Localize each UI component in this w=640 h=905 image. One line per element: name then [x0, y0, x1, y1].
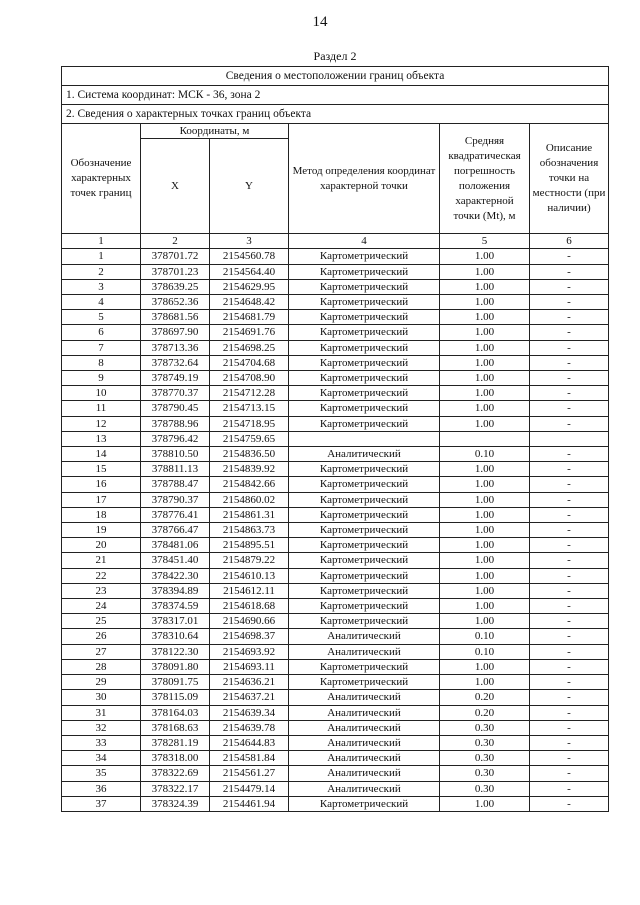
coord-x: 378374.59 [141, 599, 210, 614]
table-row [62, 568, 609, 583]
coord-y: 2154860.02 [210, 492, 289, 507]
point-number: 18 [62, 507, 141, 522]
method: Аналитический [289, 705, 440, 720]
description: - [530, 401, 609, 416]
coord-x: 378639.25 [141, 279, 210, 294]
description [530, 431, 609, 446]
point-number: 35 [62, 766, 141, 781]
table-row [62, 371, 609, 386]
header-x: X [141, 139, 210, 234]
description: - [530, 796, 609, 811]
method: Картометрический [289, 614, 440, 629]
table-row [62, 720, 609, 735]
table-row [62, 477, 609, 492]
method: Картометрический [289, 310, 440, 325]
description: - [530, 568, 609, 583]
table-body [62, 67, 609, 812]
coord-y: 2154690.66 [210, 614, 289, 629]
description: - [530, 477, 609, 492]
description: - [530, 705, 609, 720]
point-number: 32 [62, 720, 141, 735]
description: - [530, 538, 609, 553]
table-row [62, 340, 609, 355]
point-number: 24 [62, 599, 141, 614]
coord-y: 2154636.21 [210, 675, 289, 690]
method: Картометрический [289, 553, 440, 568]
coord-x: 378790.37 [141, 492, 210, 507]
coord-y: 2154693.11 [210, 659, 289, 674]
table-row [62, 644, 609, 659]
error: 1.00 [440, 796, 530, 811]
coord-x: 378701.72 [141, 249, 210, 264]
point-number: 19 [62, 523, 141, 538]
point-number: 25 [62, 614, 141, 629]
description: - [530, 644, 609, 659]
point-number: 16 [62, 477, 141, 492]
method: Картометрический [289, 249, 440, 264]
coord-y: 2154681.79 [210, 310, 289, 325]
point-number: 29 [62, 675, 141, 690]
method: Картометрический [289, 279, 440, 294]
coord-y: 2154704.68 [210, 355, 289, 370]
column-number: 4 [289, 234, 440, 249]
table-row [62, 629, 609, 644]
coord-x: 378776.41 [141, 507, 210, 522]
coord-x: 378811.13 [141, 462, 210, 477]
description: - [530, 675, 609, 690]
coord-x: 378713.36 [141, 340, 210, 355]
point-number: 4 [62, 295, 141, 310]
coord-x: 378318.00 [141, 751, 210, 766]
table-row [62, 735, 609, 750]
error: 0.20 [440, 690, 530, 705]
method: Картометрический [289, 295, 440, 310]
table-row [62, 325, 609, 340]
method: Картометрический [289, 659, 440, 674]
point-number: 26 [62, 629, 141, 644]
table-row [62, 462, 609, 477]
point-number: 20 [62, 538, 141, 553]
method: Картометрический [289, 264, 440, 279]
error [440, 431, 530, 446]
point-number: 27 [62, 644, 141, 659]
header-error: Средняя квадратическая погрешность положения характерной точки (Mt), м [440, 124, 530, 234]
description: - [530, 310, 609, 325]
description: - [530, 462, 609, 477]
error: 0.30 [440, 781, 530, 796]
table-row [62, 249, 609, 264]
point-number: 33 [62, 735, 141, 750]
coord-x: 378164.03 [141, 705, 210, 720]
method: Картометрический [289, 477, 440, 492]
point-number: 8 [62, 355, 141, 370]
coord-x: 378422.30 [141, 568, 210, 583]
header-description: Описание обозначения точки на местности (при наличии) [530, 124, 609, 234]
table-row [62, 431, 609, 446]
error: 1.00 [440, 416, 530, 431]
method: Аналитический [289, 735, 440, 750]
error: 1.00 [440, 264, 530, 279]
coord-y: 2154581.84 [210, 751, 289, 766]
point-number: 3 [62, 279, 141, 294]
description: - [530, 583, 609, 598]
coord-y: 2154637.21 [210, 690, 289, 705]
table-row [62, 766, 609, 781]
header-y: Y [210, 139, 289, 234]
coord-x: 378451.40 [141, 553, 210, 568]
section-title: Раздел 2 [313, 49, 357, 63]
method: Картометрический [289, 401, 440, 416]
coord-x: 378770.37 [141, 386, 210, 401]
point-number: 1 [62, 249, 141, 264]
coord-x: 378322.17 [141, 781, 210, 796]
column-number: 2 [141, 234, 210, 249]
error: 0.20 [440, 705, 530, 720]
error: 1.00 [440, 310, 530, 325]
point-number: 15 [62, 462, 141, 477]
point-number: 2 [62, 264, 141, 279]
coord-x: 378701.23 [141, 264, 210, 279]
description: - [530, 629, 609, 644]
description: - [530, 507, 609, 522]
error: 1.00 [440, 386, 530, 401]
column-number: 1 [62, 234, 141, 249]
error: 0.30 [440, 720, 530, 735]
method: Аналитический [289, 644, 440, 659]
coord-x: 378652.36 [141, 295, 210, 310]
coord-x: 378091.80 [141, 659, 210, 674]
coord-x: 378310.64 [141, 629, 210, 644]
method: Картометрический [289, 386, 440, 401]
table-row [62, 538, 609, 553]
point-number: 22 [62, 568, 141, 583]
description: - [530, 523, 609, 538]
coord-x: 378788.96 [141, 416, 210, 431]
description: - [530, 492, 609, 507]
error: 1.00 [440, 401, 530, 416]
coord-x: 378796.42 [141, 431, 210, 446]
header-coordinates: Координаты, м [141, 124, 289, 139]
coord-system-row [62, 86, 609, 105]
method: Картометрический [289, 538, 440, 553]
coord-y: 2154629.95 [210, 279, 289, 294]
table-row [62, 492, 609, 507]
coord-y: 2154861.31 [210, 507, 289, 522]
coord-x: 378732.64 [141, 355, 210, 370]
error: 0.30 [440, 735, 530, 750]
point-number: 31 [62, 705, 141, 720]
coord-y: 2154693.92 [210, 644, 289, 659]
coord-y: 2154648.42 [210, 295, 289, 310]
error: 1.00 [440, 523, 530, 538]
description: - [530, 659, 609, 674]
coord-y: 2154708.90 [210, 371, 289, 386]
coord-y: 2154836.50 [210, 447, 289, 462]
coord-x: 378317.01 [141, 614, 210, 629]
method: Аналитический [289, 629, 440, 644]
point-number: 12 [62, 416, 141, 431]
point-number: 17 [62, 492, 141, 507]
table-row [62, 507, 609, 522]
coord-y: 2154560.78 [210, 249, 289, 264]
table-row [62, 599, 609, 614]
coord-y: 2154879.22 [210, 553, 289, 568]
table-row [62, 355, 609, 370]
coord-system: 1. Система координат: МСК - 36, зона 2 [62, 86, 609, 105]
column-number-row [62, 234, 609, 249]
error: 1.00 [440, 583, 530, 598]
coord-y: 2154461.94 [210, 796, 289, 811]
error: 0.10 [440, 629, 530, 644]
points-heading-row [62, 105, 609, 124]
boundary-points-table [61, 66, 609, 812]
table-row [62, 796, 609, 811]
method: Картометрический [289, 568, 440, 583]
coord-x: 378322.69 [141, 766, 210, 781]
method: Аналитический [289, 781, 440, 796]
coord-y: 2154639.34 [210, 705, 289, 720]
coord-y: 2154479.14 [210, 781, 289, 796]
method: Картометрический [289, 796, 440, 811]
error: 0.10 [440, 447, 530, 462]
table-row [62, 279, 609, 294]
point-number: 28 [62, 659, 141, 674]
point-number: 11 [62, 401, 141, 416]
description: - [530, 614, 609, 629]
description: - [530, 416, 609, 431]
column-number: 5 [440, 234, 530, 249]
coord-x: 378788.47 [141, 477, 210, 492]
header-method: Метод определения координат характерной точки [289, 124, 440, 234]
table-row [62, 690, 609, 705]
method: Картометрический [289, 675, 440, 690]
coord-y: 2154564.40 [210, 264, 289, 279]
method: Картометрический [289, 416, 440, 431]
error: 1.00 [440, 295, 530, 310]
method: Аналитический [289, 766, 440, 781]
method: Картометрический [289, 492, 440, 507]
method: Картометрический [289, 325, 440, 340]
error: 1.00 [440, 507, 530, 522]
description: - [530, 264, 609, 279]
error: 1.00 [440, 614, 530, 629]
coord-x: 378324.39 [141, 796, 210, 811]
coord-x: 378168.63 [141, 720, 210, 735]
table-row [62, 659, 609, 674]
method: Картометрический [289, 507, 440, 522]
table-row [62, 614, 609, 629]
method: Картометрический [289, 462, 440, 477]
description: - [530, 325, 609, 340]
point-number: 9 [62, 371, 141, 386]
point-number: 30 [62, 690, 141, 705]
point-number: 23 [62, 583, 141, 598]
method: Аналитический [289, 751, 440, 766]
coord-x: 378091.75 [141, 675, 210, 690]
coord-y: 2154895.51 [210, 538, 289, 553]
description: - [530, 371, 609, 386]
coord-x: 378115.09 [141, 690, 210, 705]
error: 1.00 [440, 249, 530, 264]
coord-y: 2154698.25 [210, 340, 289, 355]
error: 1.00 [440, 538, 530, 553]
description: - [530, 690, 609, 705]
method [289, 431, 440, 446]
table-row [62, 751, 609, 766]
description: - [530, 599, 609, 614]
coord-x: 378697.90 [141, 325, 210, 340]
error: 0.30 [440, 766, 530, 781]
description: - [530, 735, 609, 750]
description: - [530, 355, 609, 370]
coord-x: 378810.50 [141, 447, 210, 462]
coord-y: 2154839.92 [210, 462, 289, 477]
description: - [530, 766, 609, 781]
coord-y: 2154759.65 [210, 431, 289, 446]
error: 1.00 [440, 340, 530, 355]
error: 1.00 [440, 355, 530, 370]
coord-x: 378122.30 [141, 644, 210, 659]
coord-y: 2154712.28 [210, 386, 289, 401]
table-row [62, 523, 609, 538]
table-row [62, 264, 609, 279]
coord-x: 378790.45 [141, 401, 210, 416]
table-row [62, 705, 609, 720]
description: - [530, 249, 609, 264]
method: Картометрический [289, 523, 440, 538]
error: 1.00 [440, 279, 530, 294]
table-title: Сведения о местоположении границ объекта [62, 67, 609, 86]
table-row [62, 675, 609, 690]
description: - [530, 720, 609, 735]
table-row [62, 310, 609, 325]
coord-x: 378481.06 [141, 538, 210, 553]
method: Аналитический [289, 690, 440, 705]
coord-y: 2154644.83 [210, 735, 289, 750]
point-number: 34 [62, 751, 141, 766]
method: Картометрический [289, 599, 440, 614]
header-row-top [62, 124, 609, 139]
table-title-row [62, 67, 609, 86]
table-row [62, 583, 609, 598]
coord-x: 378749.19 [141, 371, 210, 386]
table-row [62, 447, 609, 462]
coord-x: 378281.19 [141, 735, 210, 750]
header-designation: Обозначение характерных точек границ [62, 124, 141, 234]
point-number: 14 [62, 447, 141, 462]
point-number: 21 [62, 553, 141, 568]
point-number: 36 [62, 781, 141, 796]
method: Аналитический [289, 447, 440, 462]
coord-y: 2154612.11 [210, 583, 289, 598]
column-number: 6 [530, 234, 609, 249]
error: 1.00 [440, 553, 530, 568]
description: - [530, 279, 609, 294]
error: 1.00 [440, 477, 530, 492]
error: 0.30 [440, 751, 530, 766]
coord-x: 378766.47 [141, 523, 210, 538]
method: Картометрический [289, 371, 440, 386]
coord-y: 2154698.37 [210, 629, 289, 644]
method: Аналитический [289, 720, 440, 735]
error: 0.10 [440, 644, 530, 659]
table-row [62, 416, 609, 431]
table-row [62, 295, 609, 310]
coord-y: 2154863.73 [210, 523, 289, 538]
coord-y: 2154639.78 [210, 720, 289, 735]
table-row [62, 781, 609, 796]
coord-y: 2154713.15 [210, 401, 289, 416]
coord-y: 2154561.27 [210, 766, 289, 781]
method: Картометрический [289, 355, 440, 370]
description: - [530, 751, 609, 766]
description: - [530, 386, 609, 401]
coord-y: 2154718.95 [210, 416, 289, 431]
coord-x: 378394.89 [141, 583, 210, 598]
description: - [530, 295, 609, 310]
table-row [62, 553, 609, 568]
error: 1.00 [440, 325, 530, 340]
table-row [62, 401, 609, 416]
point-number: 37 [62, 796, 141, 811]
method: Картометрический [289, 583, 440, 598]
error: 1.00 [440, 492, 530, 507]
error: 1.00 [440, 659, 530, 674]
error: 1.00 [440, 371, 530, 386]
error: 1.00 [440, 675, 530, 690]
description: - [530, 447, 609, 462]
error: 1.00 [440, 568, 530, 583]
point-number: 10 [62, 386, 141, 401]
method: Картометрический [289, 340, 440, 355]
error: 1.00 [440, 462, 530, 477]
coord-x: 378681.56 [141, 310, 210, 325]
description: - [530, 340, 609, 355]
table-row [62, 386, 609, 401]
page-number: 14 [312, 14, 328, 30]
point-number: 6 [62, 325, 141, 340]
description: - [530, 781, 609, 796]
coord-y: 2154618.68 [210, 599, 289, 614]
points-heading: 2. Сведения о характерных точках границ объекта [62, 105, 609, 124]
coord-y: 2154610.13 [210, 568, 289, 583]
point-number: 7 [62, 340, 141, 355]
column-number: 3 [210, 234, 289, 249]
point-number: 5 [62, 310, 141, 325]
point-number: 13 [62, 431, 141, 446]
description: - [530, 553, 609, 568]
coord-y: 2154842.66 [210, 477, 289, 492]
coord-y: 2154691.76 [210, 325, 289, 340]
error: 1.00 [440, 599, 530, 614]
